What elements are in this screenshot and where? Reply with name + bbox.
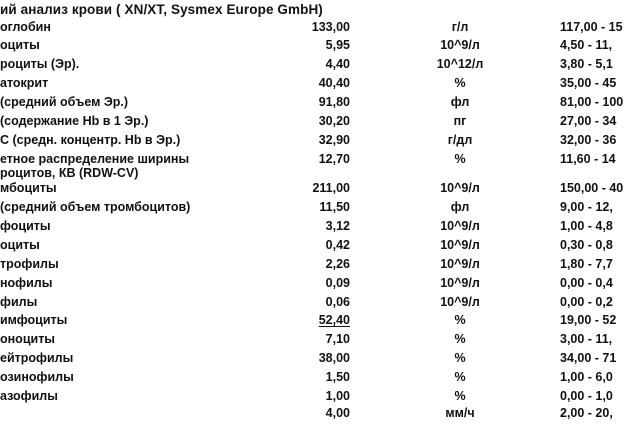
reference-range: 117,00 - 15 (560, 20, 623, 34)
test-value: 52,40 (318, 313, 350, 327)
test-value: 32,90 (318, 133, 350, 147)
reference-range: 4,50 - 11, (560, 38, 613, 52)
test-value: 30,20 (318, 114, 350, 128)
test-name: ейтрофилы (0, 351, 74, 365)
test-value: 0,09 (325, 276, 350, 290)
test-name: оциты (0, 38, 40, 52)
test-value: 40,40 (318, 76, 350, 90)
reference-range: 11,60 - 14 (560, 152, 616, 166)
test-value: 2,26 (325, 257, 350, 271)
test-unit: 10^9/л (440, 257, 480, 271)
report-title: ий анализ крови ( XN/XT, Sysmex Europe GmbH) (0, 2, 323, 17)
reference-range: 32,00 - 36 (560, 133, 617, 147)
test-name: фоциты (0, 219, 51, 233)
test-unit: 10^9/л (440, 276, 480, 290)
test-unit: фл (450, 200, 470, 214)
reference-range: 27,00 - 34 (560, 114, 617, 128)
test-unit: 10^9/л (440, 238, 480, 252)
test-name: оциты (0, 238, 40, 252)
reference-range: 150,00 - 40 (560, 181, 624, 195)
test-value: 4,00 (325, 406, 350, 420)
reference-range: 9,00 - 12, (560, 200, 613, 214)
test-name: етное распределение ширины (0, 152, 190, 166)
test-name: оноциты (0, 332, 55, 346)
reference-range: 35,00 - 45 (560, 76, 617, 90)
test-name: мбоциты (0, 181, 57, 195)
test-unit: мм/ч (445, 406, 475, 420)
test-unit: пг (453, 114, 467, 128)
reference-range: 0,30 - 0,8 (560, 238, 613, 252)
test-unit: % (454, 370, 466, 384)
test-unit: % (454, 152, 466, 166)
test-value: 3,12 (325, 219, 350, 233)
test-unit: % (454, 76, 466, 90)
reference-range: 3,00 - 11, (560, 332, 613, 346)
test-name: атокрит (0, 76, 49, 90)
test-name: азофилы (0, 389, 58, 403)
reference-range: 0,00 - 1,0 (560, 389, 613, 403)
reference-range: 2,00 - 20, (560, 406, 613, 420)
test-unit: 10^12/л (436, 57, 484, 71)
test-name: (средний объем тромбоцитов) (0, 200, 191, 214)
test-value: 38,00 (318, 351, 350, 365)
test-value: 12,70 (318, 152, 350, 166)
reference-range: 19,00 - 52 (560, 313, 617, 327)
reference-range: 1,80 - 7,7 (560, 257, 613, 271)
test-name: имфоциты (0, 313, 68, 327)
reference-range: 1,00 - 4,8 (560, 219, 613, 233)
test-unit: % (454, 313, 466, 327)
test-unit: 10^9/л (440, 295, 480, 309)
test-unit: г/л (451, 20, 469, 34)
reference-range: 0,00 - 0,2 (560, 295, 613, 309)
test-unit: 10^9/л (440, 181, 480, 195)
test-value: 1,50 (325, 370, 350, 384)
test-unit: 10^9/л (440, 219, 480, 233)
test-name: филы (0, 295, 38, 309)
reference-range: 0,00 - 0,4 (560, 276, 613, 290)
test-unit: г/дл (447, 133, 473, 147)
test-value: 4,40 (325, 57, 350, 71)
test-value: 211,00 (312, 181, 350, 195)
test-value: 0,06 (325, 295, 350, 309)
test-name: трофилы (0, 257, 59, 271)
test-name: (содержание Hb в 1 Эр.) (0, 114, 149, 128)
test-unit: % (454, 389, 466, 403)
test-value: 11,50 (319, 200, 350, 214)
test-name-continued: роцитов, КВ (RDW-CV) (0, 166, 139, 180)
test-value: 0,42 (325, 238, 350, 252)
test-unit: % (454, 351, 466, 365)
test-value: 91,80 (318, 95, 350, 109)
test-name: оглобин (0, 20, 51, 34)
test-value: 7,10 (325, 332, 350, 346)
reference-range: 34,00 - 71 (560, 351, 617, 365)
reference-range: 1,00 - 6,0 (560, 370, 613, 384)
reference-range: 81,00 - 100 (560, 95, 624, 109)
test-name: роциты (Эр). (0, 57, 80, 71)
test-unit: 10^9/л (440, 38, 480, 52)
test-value: 133,00 (311, 20, 350, 34)
test-value: 5,95 (325, 38, 350, 52)
test-unit: фл (450, 95, 470, 109)
test-name: (средний объем Эр.) (0, 95, 129, 109)
test-name: нофилы (0, 276, 53, 290)
test-unit: % (454, 332, 466, 346)
reference-range: 3,80 - 5,1 (560, 57, 613, 71)
test-value: 1,00 (325, 389, 350, 403)
test-name: С (средн. концентр. Hb в Эр.) (0, 133, 181, 147)
test-name: озинофилы (0, 370, 74, 384)
